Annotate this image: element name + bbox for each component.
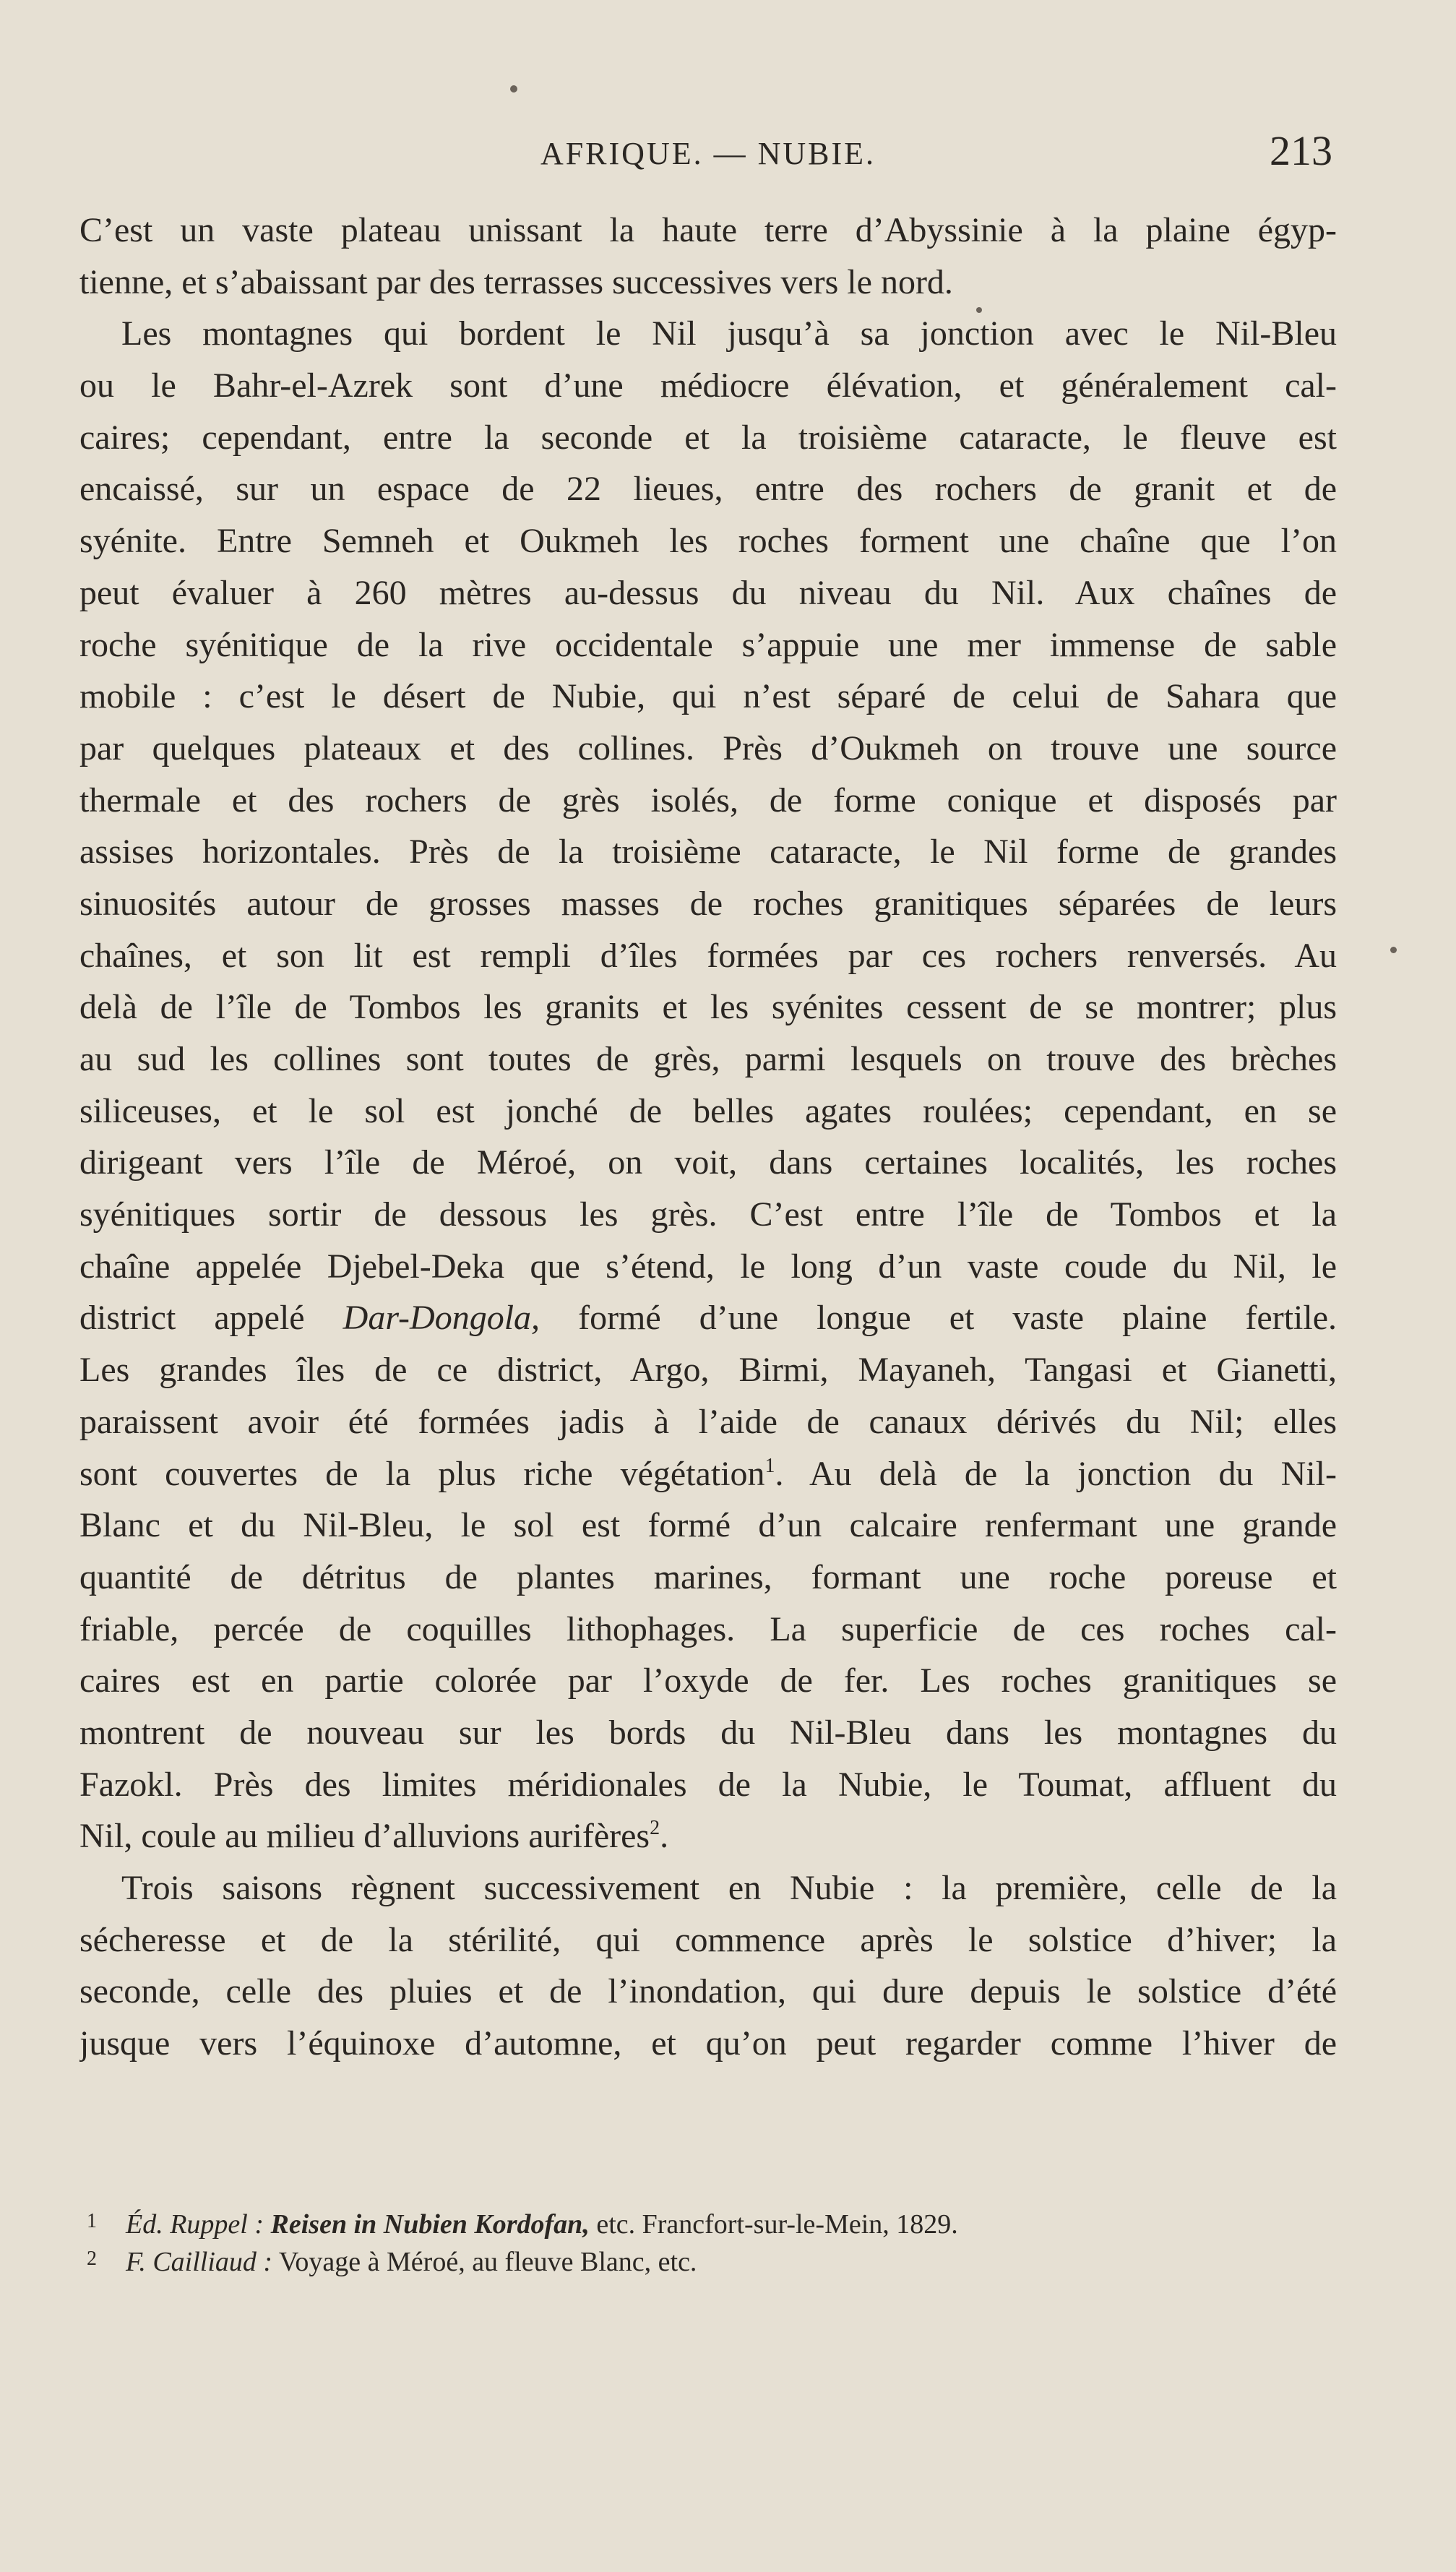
text-line: par quelques plateaux et des collines. Près d’Oukmeh on trouve une source [79, 728, 1337, 767]
text-line: ou le Bahr-el-Azrek sont d’une médiocre élévation, et généralement cal- [79, 366, 1337, 405]
text-line: thermale et des rochers de grès isolés, de forme conique et disposés par [79, 780, 1337, 820]
footnote-mark: 2 [87, 2248, 97, 2270]
text-line: roche syénitique de la rive occidentale s’appuie une mer immense de sable [79, 625, 1337, 664]
text-line: encaissé, sur un espace de 22 lieues, entre des rochers de granit et de [79, 470, 1337, 509]
text-line: mobile : c’est le désert de Nubie, qui n’est séparé de celui de Sahara que [79, 677, 1337, 716]
footnote-ref-1[interactable]: 1 [764, 1454, 775, 1477]
text-line: Fazokl. Près des limites méridionales de la Nubie, le Toumat, affluent du [79, 1765, 1337, 1804]
text-line: syénitiques sortir de dessous les grès. C’est entre l’île de Tombos et la [79, 1195, 1337, 1234]
text-line: Trois saisons règnent successivement en Nubie : la première, celle de la [121, 1869, 1337, 1907]
text-line: district appelé Dar-Dongola, formé d’une longue et vaste plaine fertile. [79, 1299, 1337, 1338]
text-line: chaîne appelée Djebel-Deka que s’étend, le long d’un vaste coude du Nil, le [79, 1247, 1337, 1286]
text-line: Blanc et du Nil-Bleu, le sol est formé d’un calcaire renfermant une grande [79, 1506, 1337, 1545]
text-line: Nil, coule au milieu d’alluvions aurifères$^2$. [79, 1817, 669, 1856]
body-text [79, 205, 1337, 2070]
text-line: friable, percée de coquilles lithophages. La superficie de ces roches cal- [79, 1609, 1337, 1648]
text-line: chaînes, et son lit est rempli d’îles formées par ces rochers renversés. Au [79, 936, 1337, 975]
running-head: AFRIQUE. — NUBIE. [540, 136, 876, 171]
text-line: syénite. Entre Semneh et Oukmeh les roches forment une chaîne que l’on [79, 522, 1337, 561]
print-speck [510, 85, 517, 93]
place-name-italic: Dar-Dongola, [343, 1299, 540, 1338]
text-line: quantité de détritus de plantes marines, formant une roche poreuse et [79, 1557, 1337, 1596]
footnote-2: 2 F. Cailliaud : Voyage à Méroé, au fleuve Blanc, etc. [79, 2240, 1337, 2278]
footnote-ref-2[interactable]: 2 [650, 1817, 660, 1840]
text-line: caires; cependant, entre la seconde et la troisième cataracte, le fleuve est [79, 418, 1337, 457]
text-line: assises horizontales. Près de la troisième cataracte, le Nil forme de grandes [79, 833, 1337, 872]
text-line: paraissent avoir été formées jadis à l’aide de canaux dérivés du Nil; elles [79, 1402, 1337, 1441]
footnote-1: 1 Éd. Ruppel : Reisen in Nubien Kordofan, etc. Francfort-sur-le-Mein, 1829. [79, 2203, 1337, 2240]
text-line: Les grandes îles de ce district, Argo, Birmi, Mayaneh, Tangasi et Gianetti, [79, 1351, 1337, 1390]
text-line: seconde, celle des pluies et de l’inondation, qui dure depuis le solstice d’été [79, 1972, 1337, 2011]
print-speck [1390, 947, 1397, 953]
text-line: dirigeant vers l’île de Méroé, on voit, dans certaines localités, les roches [79, 1143, 1337, 1182]
text-line: sécheresse et de la stérilité, qui commence après le solstice d’hiver; la [79, 1920, 1337, 1959]
text-line: peut évaluer à 260 mètres au-dessus du niveau du Nil. Aux chaînes de [79, 573, 1337, 612]
text-line: caires est en partie colorée par l’oxyde de fer. Les roches granitiques se [79, 1661, 1337, 1700]
text-line: C’est un vaste plateau unissant la haute terre d’Abyssinie à la plaine égyp- [79, 211, 1337, 249]
text-line: delà de l’île de Tombos les granits et les syénites cessent de se montrer; plus [79, 988, 1337, 1027]
text-line: Les montagnes qui bordent le Nil jusqu’à sa jonction avec le Nil-Bleu [121, 314, 1337, 353]
text-line: montrent de nouveau sur les bords du Nil-Bleu dans les montagnes du [79, 1713, 1337, 1752]
page-header [79, 126, 1337, 184]
text-line: au sud les collines sont toutes de grès, parmi lesquels on trouve des brèches [79, 1040, 1337, 1078]
text-line: jusque vers l’équinoxe d’automne, et qu’on peut regarder comme l’hiver de [79, 2024, 1337, 2063]
text-line: sinuosités autour de grosses masses de roches granitiques séparées de leurs [79, 884, 1337, 923]
text-line: tienne, et s’abaissant par des terrasses successives vers le nord. [79, 262, 953, 301]
page-number: 213 [1270, 127, 1332, 174]
text-line: sont couvertes de la plus riche végétation$^1$. Au delà de la jonction du Nil- [79, 1454, 1337, 1493]
footnotes [79, 2203, 1337, 2278]
print-speck [976, 307, 982, 313]
footnote-mark: 1 [87, 2210, 97, 2232]
text-line: siliceuses, et le sol est jonché de belles agates roulées; cependant, en se [79, 1091, 1337, 1130]
